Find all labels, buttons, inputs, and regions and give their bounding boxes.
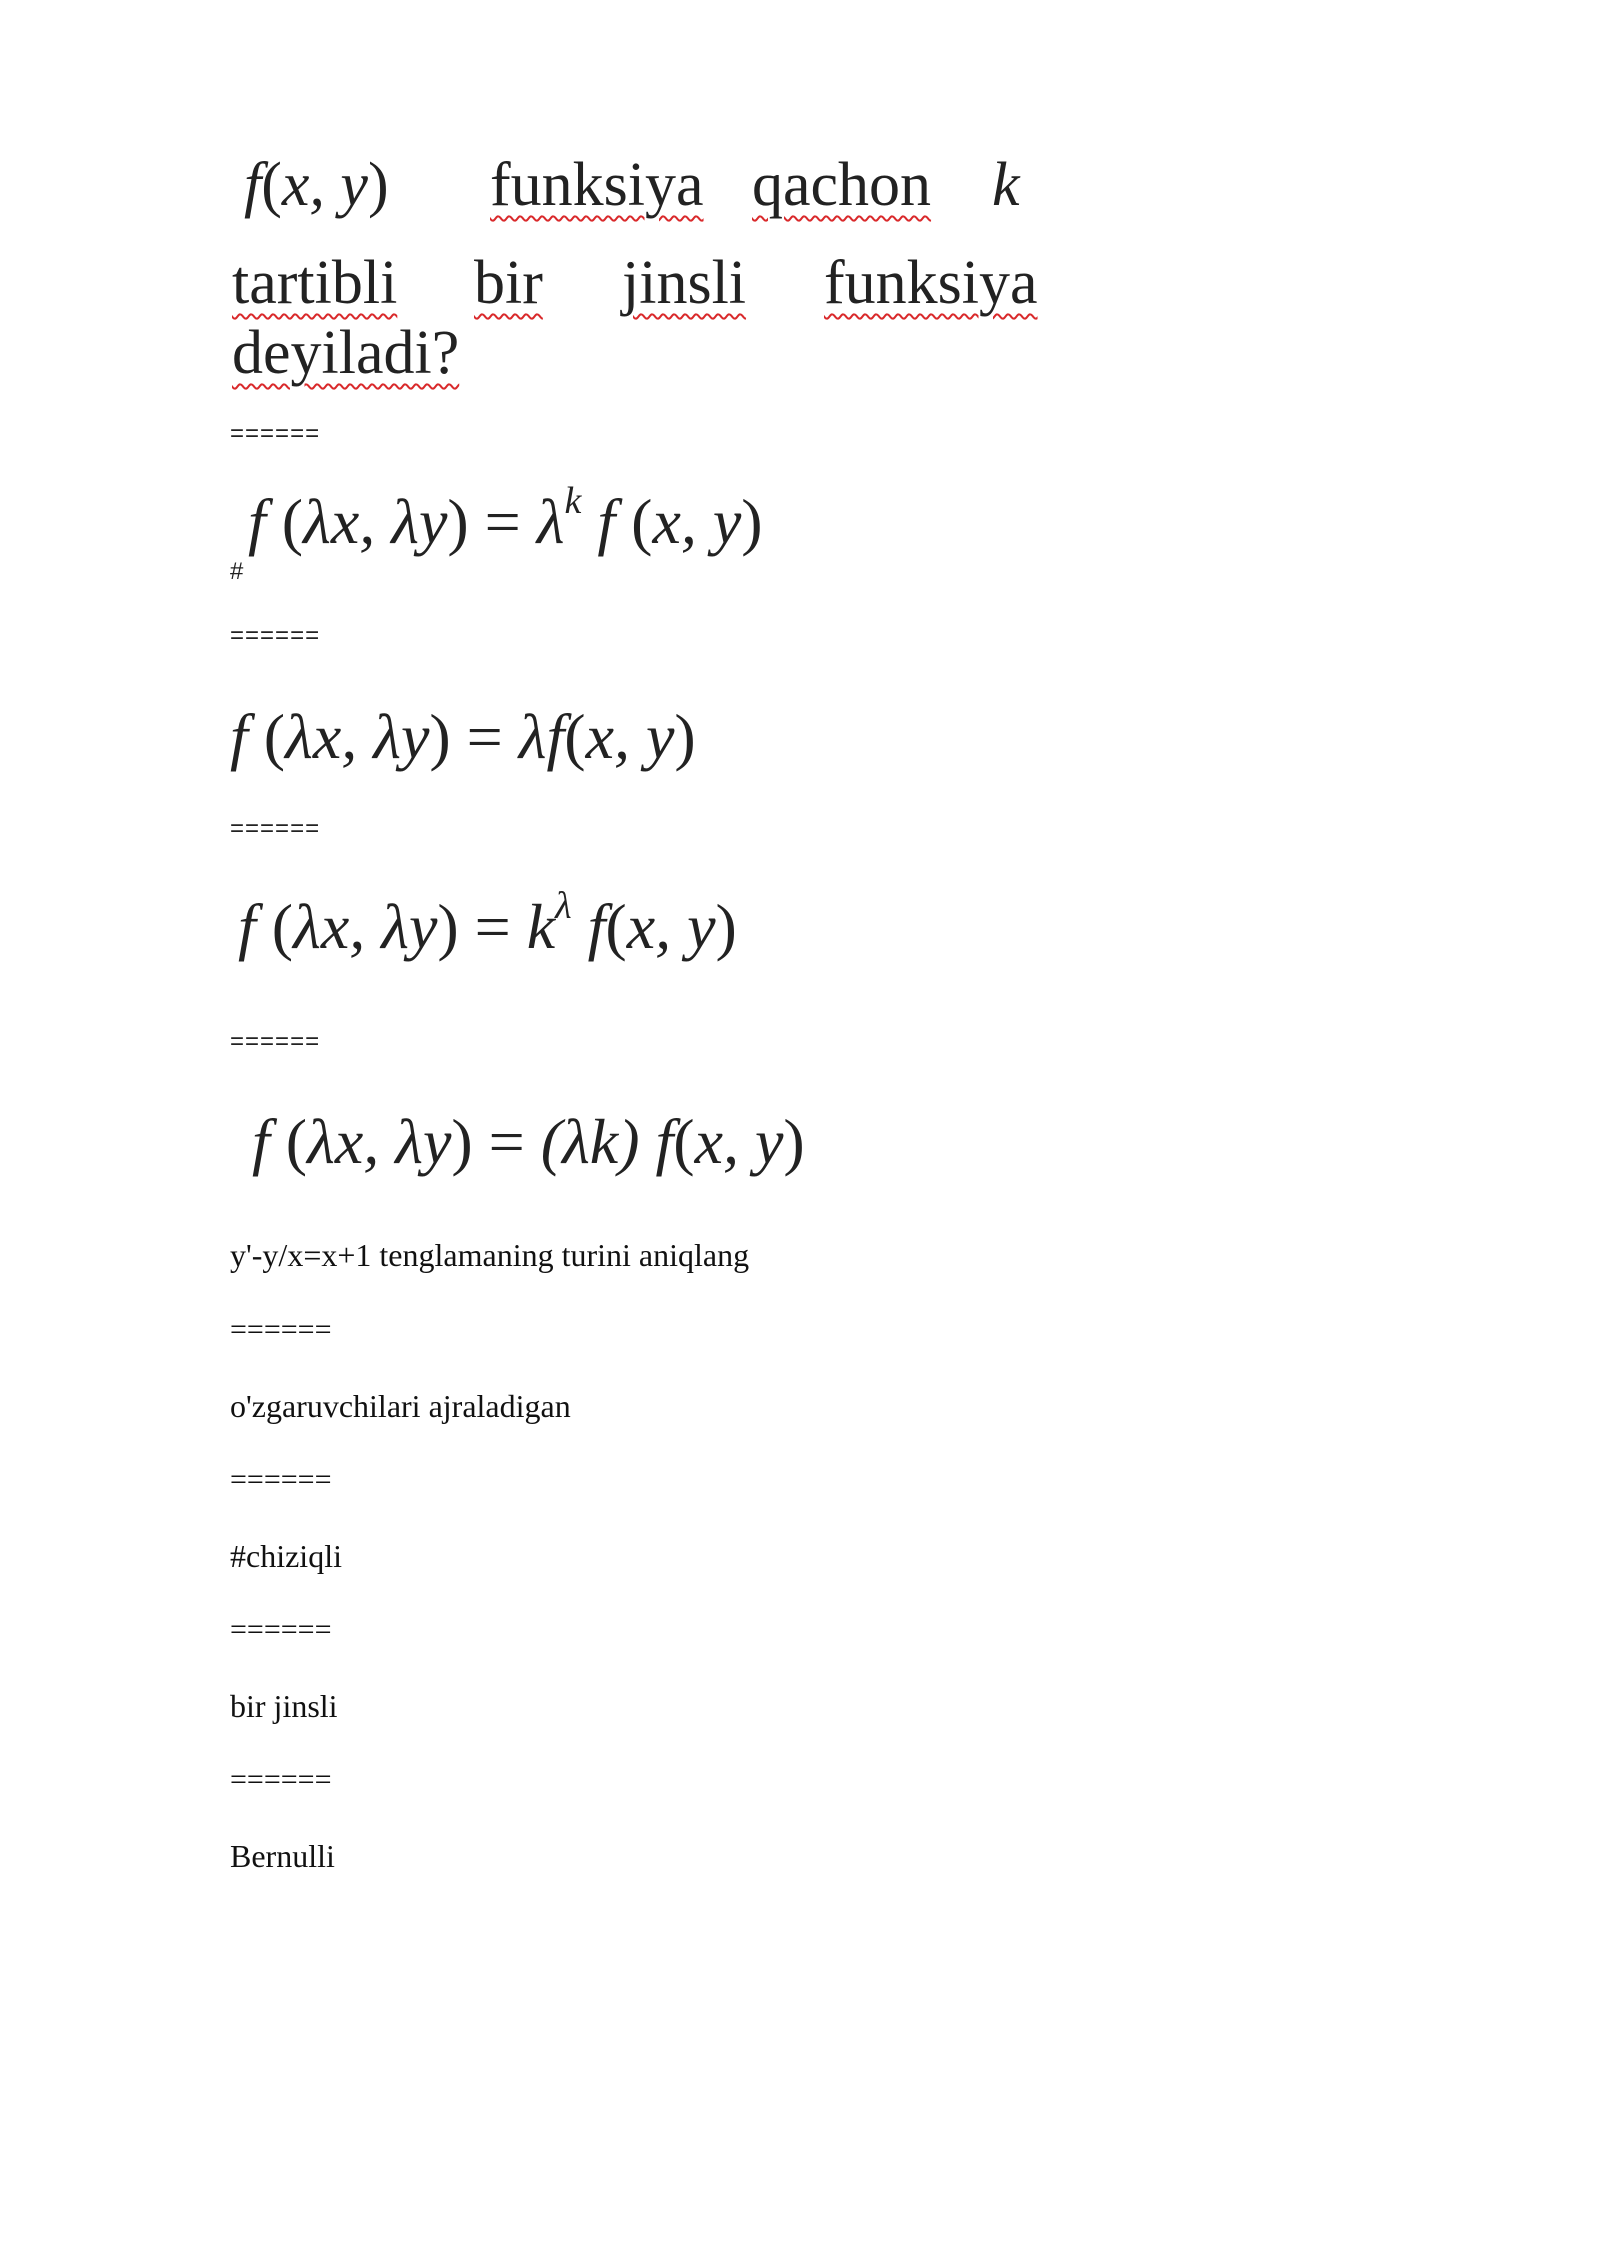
q1-args: x, y [281,151,368,219]
formula-1-rlparen: ( [631,486,653,557]
formula-3-exponent: λ [555,885,572,927]
formula-4-rrparen: ) [783,1106,805,1177]
formula-3-coef: k [526,891,556,962]
formula-1-rrparen: ) [741,486,763,557]
formula-2-rhs: f [546,701,565,772]
separator: ====== [230,1463,332,1496]
formula-3-rparen: ) [437,891,459,962]
formula-1-equals: = [484,486,521,557]
formula-1-args: λx, λy [303,486,448,557]
q1-word-deyiladi: deyiladi? [232,319,460,387]
separator: ====== [230,420,321,447]
answer-option-3: bir jinsli [230,1688,338,1724]
formula-4-coef: (λk) [540,1106,640,1177]
q1-word-tartibli: tartibli [232,249,398,317]
formula-1-rargs: x, y [652,486,742,557]
formula-4-lparen: ( [285,1106,308,1177]
question-1-line-3 [232,318,459,389]
formula-3-rrparen: ) [715,891,737,962]
formula-4-rargs: x, y [694,1106,784,1177]
formula-2-equals: = [466,701,503,772]
formula-1-rhs: f [597,486,616,557]
separator: ====== [230,1028,321,1055]
answer-option-4: Bernulli [230,1838,335,1874]
q1-k-symbol: k [992,151,1020,219]
formula-3-args: λx, λy [293,891,438,962]
formula-4-lhs: f [252,1106,270,1177]
formula-1-rparen: ) [447,486,469,557]
q1-word-bir: bir [474,249,543,317]
q1-f-symbol: f [244,151,262,219]
q1-word-jinsli: jinsli [622,249,747,317]
q1-word-qachon: qachon [752,151,932,219]
formula-4-equals: = [488,1106,525,1177]
question-2-text: y'-y/x=x+1 tenglamaning turini aniqlang [230,1237,750,1273]
separator: ====== [230,1763,332,1796]
formula-1-lparen: ( [281,486,304,557]
formula-2-lhs: f [230,701,248,772]
formula-3-rargs: x, y [626,891,716,962]
answer-option-2-correct: #chiziqli [230,1538,342,1574]
q1-function-notation [244,150,389,221]
formula-option-4 [252,1105,805,1179]
formula-4-rparen: ) [451,1106,473,1177]
q1-lparen: ( [261,151,282,219]
formula-2-rrparen: ) [674,701,696,772]
correct-answer-marker: # [230,558,244,585]
q1-word-funksiya-2: funksiya [824,249,1038,317]
formula-option-1 [248,480,763,559]
separator: ====== [230,1613,332,1646]
formula-1-exponent: k [564,480,582,522]
formula-1-coef: λ [536,486,565,557]
formula-3-lparen: ( [271,891,294,962]
formula-3-rhs: f [587,891,606,962]
formula-4-rlparen: ( [673,1106,695,1177]
q1-word-funksiya: funksiya [490,151,704,219]
formula-2-args: λx, λy [285,701,430,772]
formula-4-args: λx, λy [307,1106,452,1177]
formula-4-rhs: f [655,1106,674,1177]
formula-3-equals: = [474,891,511,962]
formula-2-rparen: ) [429,701,451,772]
formula-option-3 [238,885,737,964]
formula-3-rlparen: ( [605,891,627,962]
formula-2-rargs: x, y [585,701,675,772]
q1-rparen: ) [367,151,389,219]
formula-3-lhs: f [238,891,256,962]
formula-2-coef: λ [518,701,547,772]
separator: ====== [230,1313,332,1346]
formula-2-rlparen: ( [564,701,586,772]
separator: ====== [230,622,321,649]
question-1-line-1 [240,150,1040,240]
formula-option-2 [230,700,696,774]
formula-1-lhs: f [248,486,266,557]
answer-option-1: o'zgaruvchilari ajraladigan [230,1388,571,1424]
separator: ====== [230,815,321,842]
formula-2-lparen: ( [263,701,286,772]
